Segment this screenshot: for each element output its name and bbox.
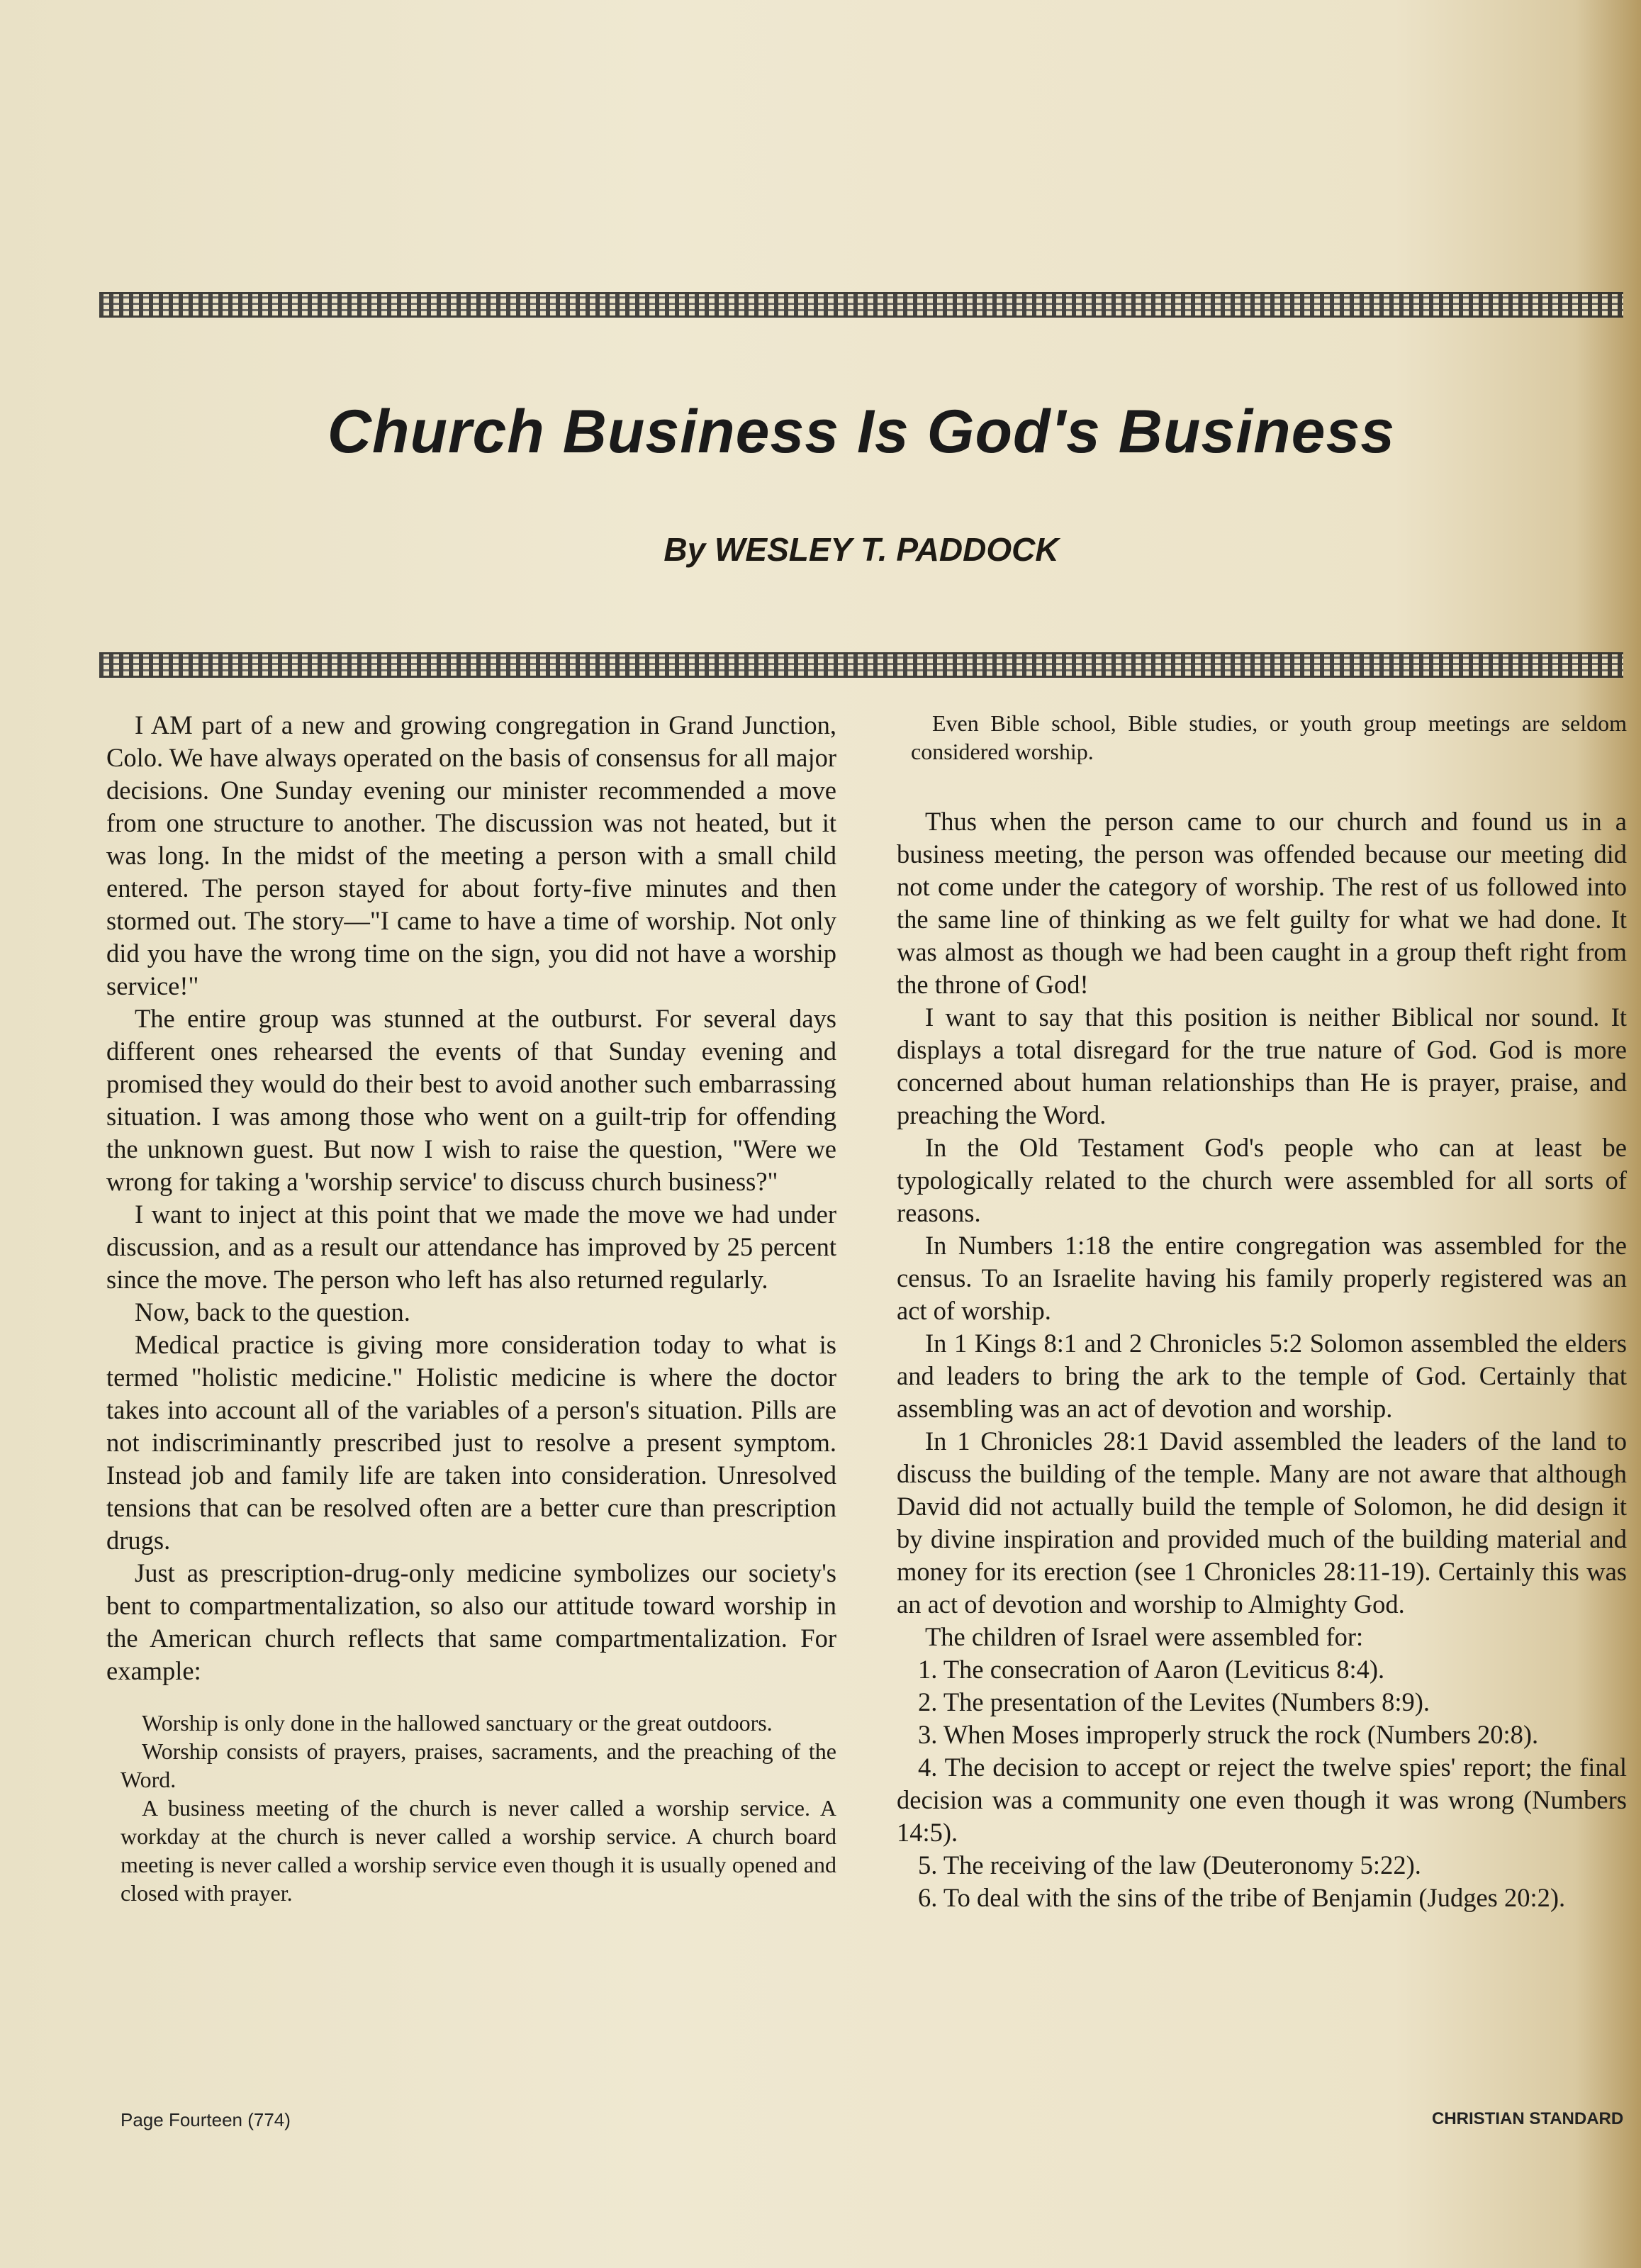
ornamental-rule-top [99,292,1623,318]
right-column [897,709,1627,1914]
paragraph: In 1 Chronicles 28:1 David assembled the leaders of the land to discuss the building of the temple. Many are not aware that although David did not actually build the temple of Solomon, he did design it by divine inspiration and provided much of the building material and money for its erection (see 1 Chronicles 28:11-19). Certainly this was an act of devotion and worship to Almighty God. [897,1426,1627,1619]
list-item: 6. To deal with the sins of the tribe of Benjamin (Judges 20:2). [918,1883,1566,1912]
example-item: Even Bible school, Bible studies, or youth group meetings are seldom considered worship. [911,710,1627,764]
paragraph: Thus when the person came to our church and found us in a business meeting, the person was offended because our meeting did not come under the category of worship. The rest of us followed into the same line of thinking as we felt guilty for what we had done. It was almost as though we had been caught in a group theft right from the throne of God! [897,807,1627,999]
example-item: Worship is only done in the hallowed sanctuary or the great outdoors. [142,1710,773,1736]
ornamental-rule-bottom [99,652,1623,678]
paragraph: I want to inject at this point that we made the move we had under discussion, and as a result our attendance has improved by 25 percent since the move. The person who left has also returned regularly. [106,1200,836,1294]
assembly-list [897,1653,1627,1914]
example-item: A business meeting of the church is never called a worship service. A workday at the church is never called a worship service. A church board meeting is never called a worship service even though it is usually opened and closed with prayer. [121,1795,836,1906]
left-column [106,709,836,1907]
paragraph: Just as prescription-drug-only medicine symbolizes our society's bent to compartmentalization, so also our attitude toward worship in the American church reflects that same compartmentalization. For example: [106,1558,836,1685]
paragraph: In Numbers 1:18 the entire congregation was assembled for the census. To an Israelite having his family properly registered was an act of worship. [897,1231,1627,1325]
paragraph: I AM part of a new and growing congregation in Grand Junction, Colo. We have always operated on the basis of consensus for all major decisions. One Sunday evening our minister recommended a move from one structure to another. The discussion was not heated, but it was long. In the midst of the meeting a person with a small child entered. The person stayed for about forty-five minutes and then stormed out. The story—"I came to have a time of worship. Not only did you have the wrong time on the sign, you did not have a worship service!" [106,710,836,1000]
paragraph: The entire group was stunned at the outburst. For several days different ones rehearsed the events of that Sunday evening and promised they would do their best to avoid another such embarrassing situation. I was among those who went on a guilt-trip for offending the unknown guest. But now I wish to raise the question, "Were we wrong for taking a 'worship service' to discuss church business?" [106,1004,836,1196]
list-item: 1. The consecration of Aaron (Leviticus 8:4). [918,1655,1385,1684]
list-item: 5. The receiving of the law (Deuteronomy 5:22). [918,1850,1421,1879]
paragraph: In the Old Testament God's people who can at least be typologically related to the church were assembled for all sorts of reasons. [897,1133,1627,1227]
article-title: Church Business Is God's Business [327,398,1396,466]
worship-examples-continued [897,709,1627,766]
list-item: 2. The presentation of the Levites (Numbers 8:9). [918,1687,1430,1716]
example-item: Worship consists of prayers, praises, sacraments, and the preaching of the Word. [121,1738,836,1792]
list-item: 3. When Moses improperly struck the rock (Numbers 20:8). [918,1720,1539,1749]
paragraph: I want to say that this position is neither Biblical nor sound. It displays a total disregard for the true nature of God. God is more concerned about human relationships than He is prayer, praise, and preaching the Word. [897,1002,1627,1129]
paragraph: The children of Israel were assembled for: [925,1622,1364,1651]
page-number-footer: Page Fourteen (774) [121,2109,291,2130]
publication-name-footer: CHRISTIAN STANDARD [1432,2109,1624,2128]
list-item: 4. The decision to accept or reject the twelve spies' report; the final decision was a community one even though it was wrong (Numbers 14:5). [897,1753,1627,1847]
paragraph: Now, back to the question. [135,1297,410,1326]
byline: By WESLEY T. PADDOCK [663,531,1059,568]
worship-examples [106,1709,836,1907]
paragraph: In 1 Kings 8:1 and 2 Chronicles 5:2 Solomon assembled the elders and leaders to bring the ark to the temple of God. Certainly that assembling was an act of devotion and worship. [897,1329,1627,1423]
paragraph: Medical practice is giving more consideration today to what is termed "holistic medicine." Holistic medicine is where the doctor takes into account all of the variables of a person's situation. Pills are not indiscriminantly prescribed just to resolve a present symptom. Instead job and family life are taken into consideration. Unresolved tensions that can be resolved often are a better cure than prescription drugs. [106,1330,836,1555]
